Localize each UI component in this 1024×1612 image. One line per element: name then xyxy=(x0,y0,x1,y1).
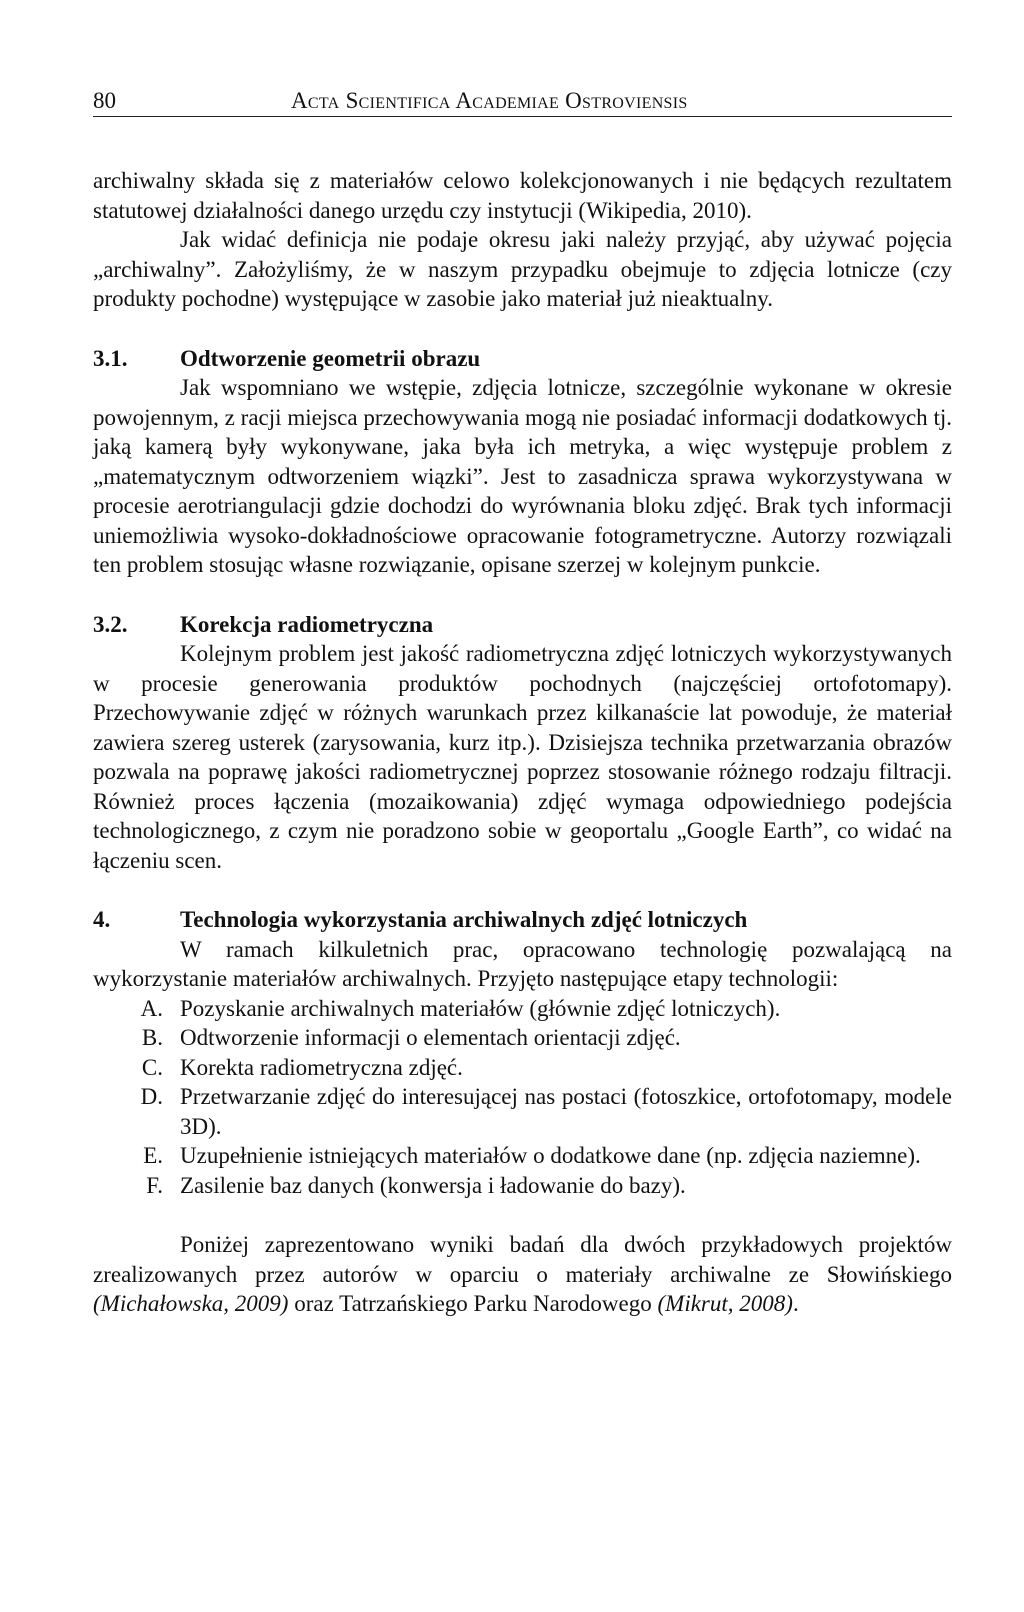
page-number: 80 xyxy=(93,88,116,113)
list-item xyxy=(93,1053,952,1083)
list-letter: F. xyxy=(146,1172,163,1198)
intro-paragraph-1: archiwalny składa się z materiałów celowo kolekcjonowanych i nie będących rezultatem statutowej działalności danego urzędu czy instytucji (Wikipedia, 2010). xyxy=(93,168,952,223)
section-3-2-heading xyxy=(93,610,952,640)
section-3-1-heading xyxy=(93,344,952,374)
section-4-body: W ramach kilkuletnich prac, opracowano technologię pozwalającą na wykorzystanie materiałów archiwalnych. Przyjęto następujące etapy technologii: xyxy=(93,936,952,991)
list-text: Przetwarzanie zdjęć do interesującej nas postaci (fotoszkice, ortofotomapy, modele 3D). xyxy=(180,1084,952,1139)
running-header xyxy=(93,86,952,117)
section-title: Odtworzenie geometrii obrazu xyxy=(180,345,481,371)
list-item xyxy=(93,1141,952,1171)
closing-paragraph xyxy=(93,1230,952,1319)
section-number: 3.2. xyxy=(93,611,128,637)
section-number: 4. xyxy=(93,907,111,932)
section-title: Korekcja radiometryczna xyxy=(180,611,434,637)
list-text: Odtworzenie informacji o elementach orientacji zdjęć. xyxy=(180,1025,681,1050)
list-item xyxy=(93,1023,952,1053)
section-number: 3.1. xyxy=(93,345,128,371)
section-title: Technologia wykorzystania archiwalnych zdjęć lotniczych xyxy=(180,907,748,932)
citation-mikrut: (Mikrut, 2008) xyxy=(657,1291,793,1316)
closing-text: oraz Tatrzańskiego Parku Narodowego xyxy=(288,1291,658,1316)
list-item xyxy=(93,994,952,1024)
list-letter: C. xyxy=(141,1054,163,1080)
closing-text: . xyxy=(792,1291,799,1316)
journal-title: Acta Scientifica Academiae Ostroviensis xyxy=(291,88,688,113)
list-item xyxy=(93,1082,952,1141)
section-4-heading xyxy=(93,905,952,935)
intro-paragraph-2: Jak widać definicja nie podaje okresu jaki należy przyjąć, aby używać pojęcia „archiwalny”. Założyliśmy, że w naszym przypadku obejmuje to zdjęcia lotnicze (czy produkty pochodne) występujące w zasobie jako materiał już nieaktualny. xyxy=(93,227,952,311)
section-3-1-body: Jak wspomniano we wstępie, zdjęcia lotnicze, szczególnie wykonane w okresie powojennym, z racji miejsca przechowywania mogą nie posiadać informacji dodatkowych tj. jaką kamerą były wykonywane, jaka była ich metryka, a więc występuje problem z „matematycznym odtworzeniem wiązki”. Jest to zasadnicza sprawa wykorzystywana w procesie aerotriangulacji gdzie dochodzi do wyrównania bloku zdjęć. Brak tych informacji uniemożliwia wysoko-dokładnościowe opracowanie fotogrametryczne. Autorzy rozwiązali ten problem stosując własne rozwiązanie, opisane szerzej w kolejnym punkcie. xyxy=(93,375,952,577)
list-text: Uzupełnienie istniejących materiałów o dodatkowe dane (np. zdjęcia naziemne). xyxy=(180,1143,921,1168)
closing-text: Poniżej zaprezentowano wyniki badań dla dwóch przykładowych projektów zrealizowanych przez autorów w oparciu o materiały archiwalne ze Słowińskiego xyxy=(93,1232,952,1287)
list-text: Pozyskanie archiwalnych materiałów (głównie zdjęć lotniczych). xyxy=(180,995,781,1021)
list-text: Korekta radiometryczna zdjęć. xyxy=(180,1054,463,1080)
list-letter: B. xyxy=(141,1025,163,1050)
citation-michalowska: (Michałowska, 2009) xyxy=(93,1291,289,1316)
list-letter: D. xyxy=(140,1084,163,1109)
page-body xyxy=(93,166,952,1319)
list-text: Zasilenie baz danych (konwersja i ładowanie do bazy). xyxy=(180,1172,686,1198)
list-item xyxy=(93,1171,952,1201)
technology-steps-list xyxy=(93,994,952,1201)
list-letter: A. xyxy=(140,995,163,1021)
list-letter: E. xyxy=(143,1143,163,1168)
section-3-2-body: Kolejnym problem jest jakość radiometryczna zdjęć lotniczych wykorzystywanych w procesie generowania produktów pochodnych (najczęściej ortofotomapy). Przechowywanie zdjęć w różnych warunkach przez kilkanaście lat powoduje, że materiał zawiera szereg usterek (zarysowania, kurz itp.). Dzisiejsza technika przetwarzania obrazów pozwala na poprawę jakości radiometrycznej poprzez stosowanie różnego rodzaju filtracji. Również proces łączenia (mozaikowania) zdjęć wymaga odpowiedniego podejścia technologicznego, z czym nie poradzono sobie w geoportalu „Google Earth”, co widać na łączeniu scen. xyxy=(93,641,952,873)
